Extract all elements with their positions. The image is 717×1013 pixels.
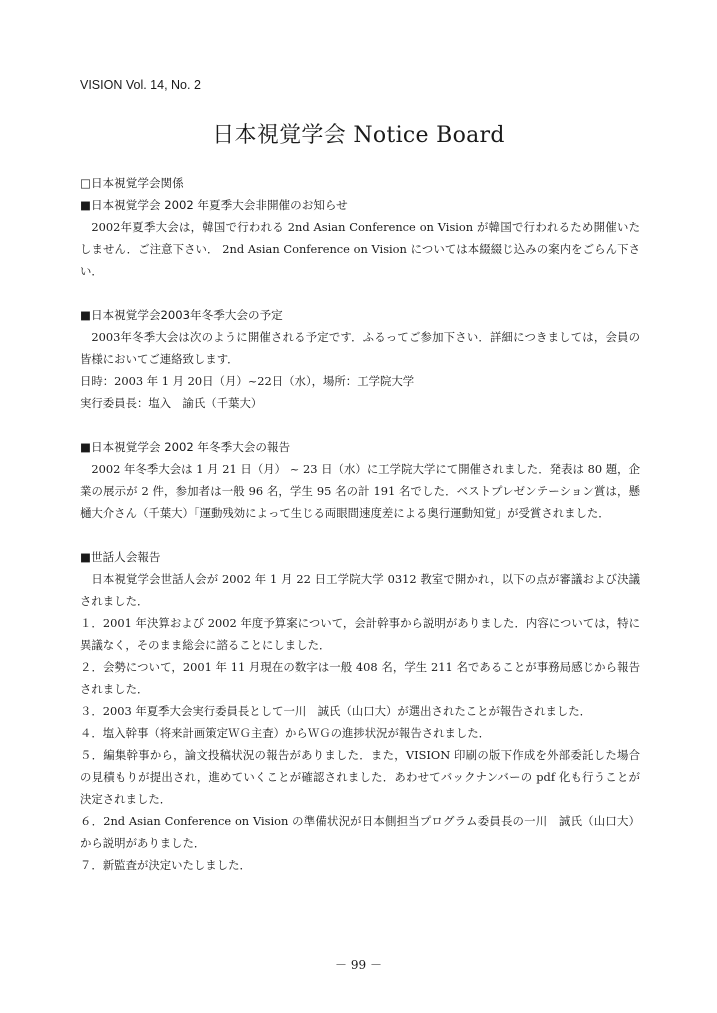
section-heading-summer: ■日本視覚学会 2002 年夏季大会非開催のお知らせ (80, 198, 348, 212)
section-heading-winter-2002: ■日本視覚学会 2002 年冬季大会の報告 (80, 440, 291, 454)
running-head: VISION Vol. 14, No. 2 (80, 78, 201, 92)
notice-body (80, 172, 640, 876)
section-body-winter-2002: 2002 年冬季大会は 1 月 21 日（月） ~ 23 日（水）に工学院大学にて開催されました．発表は 80 題，企業の展示が 2 件，参加者は一般 96 名，学生 95 名の計 191 名でした．ベストプレゼンテーション賞は，懸樋大介さん（千葉大）「運動残効によって生じる両眼間速度差による奥行運動知覚」が受賞されました． (80, 462, 640, 520)
section-body-winter-2003: 2003年冬季大会は次のように開催される予定です．ふるってご参加下さい．詳細につきましては，会員の皆様においてご連絡致します． (80, 330, 640, 366)
section-body-summer: 2002年夏季大会は，韓国で行われる 2nd Asian Conference on Vision が韓国で行われるため開催いたしません．ご注意下さい． 2nd Asian Conference on Vision については本綴綴じ込みの案内をごらん下さい． (80, 220, 640, 278)
event-chair-line: 実行委員長：塩入 諭氏（千葉大） (80, 396, 263, 410)
list-item: ４．塩入幹事（将来計画策定ＷＧ主査）からＷＧの進捗状況が報告されました． (80, 726, 491, 740)
section-heading-winter-2003: ■日本視覚学会2003年冬季大会の予定 (80, 308, 283, 322)
section-body-committee: 日本視覚学会世話人会が 2002 年 1 月 22 日工学院大学 0312 教室で開かれ，以下の点が審議および決議されました． (80, 572, 640, 608)
list-item: ３．2003 年夏季大会実行委員長として一川 誠氏（山口大）が選出されたことが報告されました． (80, 704, 592, 718)
page-title: 日本視覚学会 Notice Board (212, 123, 505, 148)
list-item: １．2001 年決算および 2002 年度予算案について，会計幹事から説明がありました．内容については，特に異議なく，そのまま総会に諮ることにしました． (80, 616, 640, 652)
event-date-line: 日時：2003 年 1 月 20日（月）~22日（水），場所：工学院大学 (80, 374, 415, 388)
section-heading-committee: ■世話人会報告 (80, 550, 161, 564)
list-item: ２．会勢について，2001 年 11 月現在の数字は一般 408 名，学生 211 名であることが事務局感じから報告されました． (80, 660, 640, 696)
list-item: ５．編集幹事から，論文投稿状況の報告がありました．また，VISION 印刷の版下作成を外部委託した場合の見積もりが提出され，進めていくことが確認されました．あわせてバックナンバーの pdf 化も行うことが決定されました． (80, 748, 640, 806)
category-label: □日本視覚学会関係 (80, 176, 184, 190)
list-item: ６．2nd Asian Conference on Vision の準備状況が日本側担当プログラム委員長の一川 誠氏（山口大）から説明がありました． (80, 814, 640, 850)
list-item: ７．新監査が決定いたしました． (80, 858, 251, 872)
page-number: － 99 － (335, 958, 382, 972)
